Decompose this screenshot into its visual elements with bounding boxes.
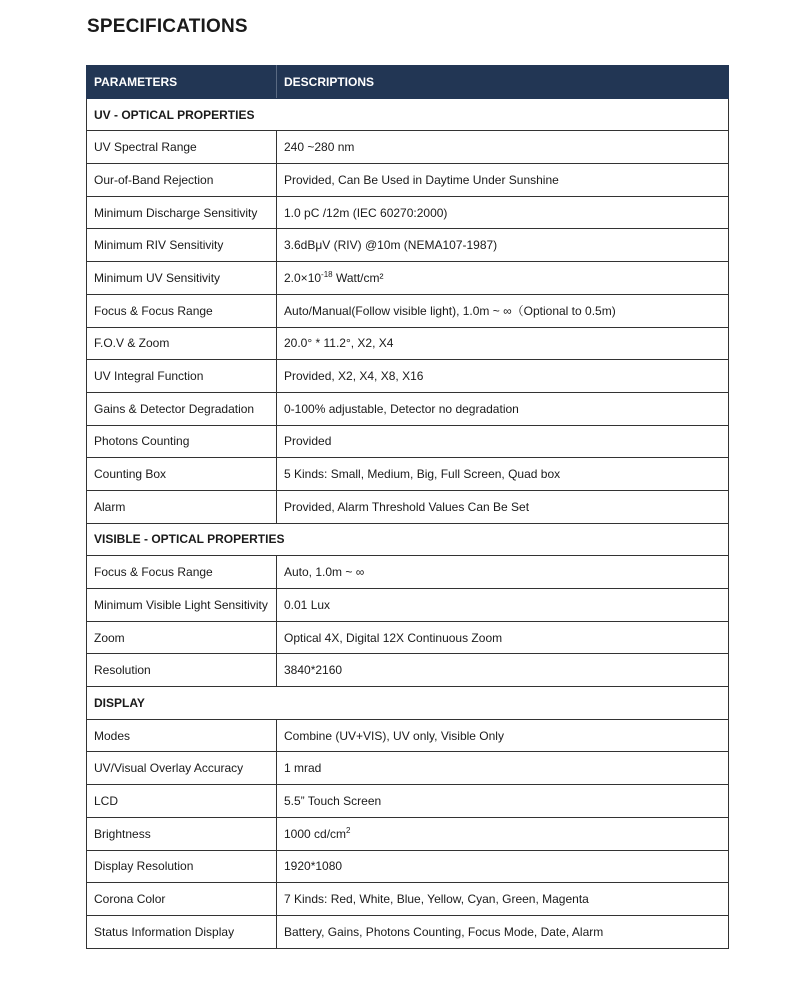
table-row	[87, 654, 729, 687]
table-row	[87, 229, 729, 262]
table-row	[87, 915, 729, 948]
section-row	[87, 523, 729, 556]
description-cell: Provided	[277, 425, 729, 458]
description-cell: Battery, Gains, Photons Counting, Focus Mode, Date, Alarm	[277, 915, 729, 948]
parameter-cell: Display Resolution	[87, 850, 277, 883]
table-row	[87, 719, 729, 752]
table-row	[87, 196, 729, 229]
table-row	[87, 294, 729, 327]
description-cell: Provided, Alarm Threshold Values Can Be Set	[277, 490, 729, 523]
parameter-cell: UV Integral Function	[87, 360, 277, 393]
parameter-cell: Minimum Visible Light Sensitivity	[87, 589, 277, 622]
description-cell: Combine (UV+VIS), UV only, Visible Only	[277, 719, 729, 752]
parameter-cell: UV Spectral Range	[87, 131, 277, 164]
parameter-cell: LCD	[87, 785, 277, 818]
table-row	[87, 425, 729, 458]
table-row	[87, 883, 729, 916]
parameter-cell: Resolution	[87, 654, 277, 687]
description-cell	[277, 262, 729, 295]
section-title: VISIBLE - OPTICAL PROPERTIES	[87, 523, 729, 556]
table-row	[87, 327, 729, 360]
description-cell: 3.6dBμV (RIV) @10m (NEMA107-1987)	[277, 229, 729, 262]
parameter-cell: Counting Box	[87, 458, 277, 491]
table-row	[87, 262, 729, 295]
description-cell: 7 Kinds: Red, White, Blue, Yellow, Cyan, Green, Magenta	[277, 883, 729, 916]
header-parameters: PARAMETERS	[87, 66, 277, 99]
parameter-cell: F.O.V & Zoom	[87, 327, 277, 360]
description-text: 1000 cd/cm	[284, 826, 347, 841]
parameter-cell: UV/Visual Overlay Accuracy	[87, 752, 277, 785]
section-row	[87, 687, 729, 720]
parameter-cell: Gains & Detector Degradation	[87, 392, 277, 425]
table-row	[87, 752, 729, 785]
table-row	[87, 785, 729, 818]
description-cell	[277, 817, 729, 850]
description-cell: 20.0° * 11.2°, X2, X4	[277, 327, 729, 360]
table-row	[87, 458, 729, 491]
parameter-cell: Alarm	[87, 490, 277, 523]
table-row	[87, 589, 729, 622]
section-title: UV - OPTICAL PROPERTIES	[87, 98, 729, 131]
parameter-cell: Corona Color	[87, 883, 277, 916]
description-cell: 1 mrad	[277, 752, 729, 785]
description-cell: Provided, Can Be Used in Daytime Under Sunshine	[277, 164, 729, 197]
table-row	[87, 621, 729, 654]
description-cell: 3840*2160	[277, 654, 729, 687]
page-title: SPECIFICATIONS	[87, 16, 248, 37]
table-row	[87, 360, 729, 393]
description-cell: Auto, 1.0m ~ ∞	[277, 556, 729, 589]
description-text: 2.0×10	[284, 270, 322, 285]
parameter-cell: Status Information Display	[87, 915, 277, 948]
description-suffix: Watt/cm²	[332, 270, 384, 285]
table-body	[87, 98, 729, 948]
description-cell: 5.5” Touch Screen	[277, 785, 729, 818]
description-superscript: 2	[346, 825, 351, 835]
parameter-cell: Our-of-Band Rejection	[87, 164, 277, 197]
description-cell: 240 ~280 nm	[277, 131, 729, 164]
parameter-cell: Photons Counting	[87, 425, 277, 458]
description-cell: 5 Kinds: Small, Medium, Big, Full Screen, Quad box	[277, 458, 729, 491]
parameter-cell: Brightness	[87, 817, 277, 850]
description-cell: Optical 4X, Digital 12X Continuous Zoom	[277, 621, 729, 654]
parameter-cell: Minimum UV Sensitivity	[87, 262, 277, 295]
section-row	[87, 98, 729, 131]
section-title: DISPLAY	[87, 687, 729, 720]
table-header-row	[87, 66, 729, 99]
parameter-cell: Focus & Focus Range	[87, 556, 277, 589]
header-descriptions: DESCRIPTIONS	[277, 66, 729, 99]
table-row	[87, 164, 729, 197]
table-row	[87, 490, 729, 523]
specifications-table	[86, 65, 729, 949]
description-cell: Provided, X2, X4, X8, X16	[277, 360, 729, 393]
description-cell: 1.0 pC /12m (IEC 60270:2000)	[277, 196, 729, 229]
table-row	[87, 131, 729, 164]
table-row	[87, 556, 729, 589]
table-row	[87, 392, 729, 425]
parameter-cell: Modes	[87, 719, 277, 752]
description-cell: 0.01 Lux	[277, 589, 729, 622]
description-superscript: -18	[321, 269, 333, 279]
parameter-cell: Focus & Focus Range	[87, 294, 277, 327]
parameter-cell: Zoom	[87, 621, 277, 654]
table-row	[87, 817, 729, 850]
description-cell: 1920*1080	[277, 850, 729, 883]
table-row	[87, 850, 729, 883]
description-cell: 0-100% adjustable, Detector no degradation	[277, 392, 729, 425]
description-cell: Auto/Manual(Follow visible light), 1.0m ~ ∞（Optional to 0.5m)	[277, 294, 729, 327]
parameter-cell: Minimum RIV Sensitivity	[87, 229, 277, 262]
parameter-cell: Minimum Discharge Sensitivity	[87, 196, 277, 229]
